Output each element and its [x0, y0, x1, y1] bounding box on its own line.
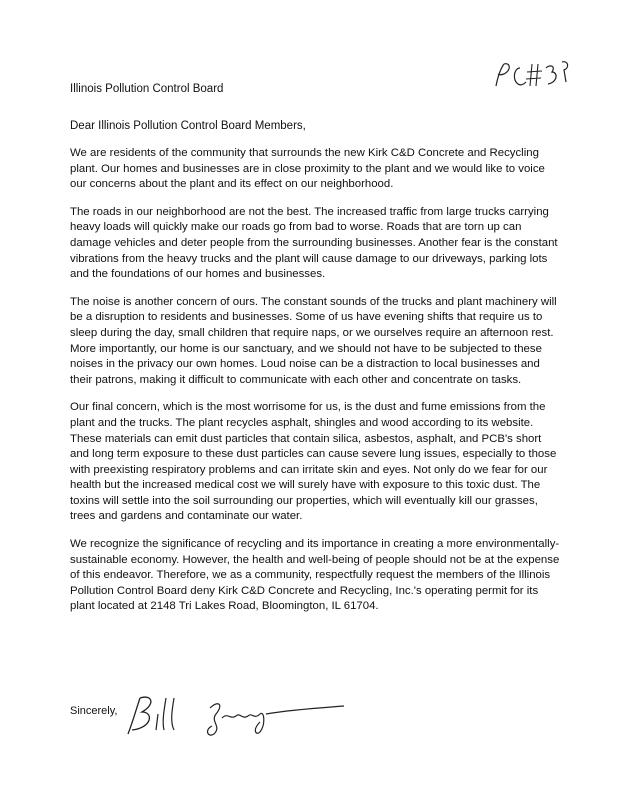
paragraph-roads: The roads in our neighborhood are not the best. The increased traffic from large trucks carrying heavy loads will quickly make our roads go from bad to worse. Roads that are torn up can damage vehicles and deter people from the surrounding businesses. Another fear is the constant vibrations from the heavy trucks and the plant will cause damage to our driveways, parking lots and the foundations of our homes and businesses.	[70, 205, 558, 281]
paragraph-request: We recognize the significance of recycling and its importance in creating a more environmentally-sustainable economy. However, the health and well-being of people should not be at the expense of this endeavor. Therefore, we as a community, respectfully request the members of the Illinois Pollution Control Board deny Kirk C&D Concrete and Recycling, Inc.'s operating permit for its plant located at 2148 Tri Lakes Road, Bloomington, IL 61704.	[70, 538, 560, 613]
addressee: Illinois Pollution Control Board	[70, 83, 224, 95]
paragraph-dust: Our final concern, which is the most worrisome for us, is the dust and fume emissions from the plant and the trucks. The plant recycles asphalt, shingles and wood according to its website. These materials can emit dust particles that contain silica, asbestos, asphalt, and PCB's short and long term exposure to these dust particles can cause severe lung issues, especially to those with preexisting respiratory problems and can irritate skin and eyes. Not only do we fear for our health but the increased medical cost we will surely have with exposure to this toxic dust. The toxins will settle into the soil surrounding our properties, which will eventually kill our grasses, trees and gardens and contaminate our water.	[70, 401, 557, 523]
letter-body	[70, 146, 560, 627]
closing: Sincerely,	[70, 705, 118, 717]
handwritten-signature	[118, 690, 348, 740]
paragraph-noise: The noise is another concern of ours. The constant sounds of the trucks and plant machinery will be a disruption to residents and businesses. Some of us have evening shifts that require us to sleep during the day, small children that require naps, or we ourselves require an afternoon rest. More importantly, our home is our sanctuary, and we should not have to be subjected to these noises in the privacy our own homes. Loud noise can be a distraction to local businesses and their patrons, making it difficult to communicate with each other and concentrate on tasks.	[70, 295, 557, 386]
paragraph-residents: We are residents of the community that surrounds the new Kirk C&D Concrete and Recycling plant. Our homes and businesses are in close proximity to the plant and we would like to voice our concerns about the plant and its effect on our neighborhood.	[70, 147, 545, 191]
salutation: Dear Illinois Pollution Control Board Members,	[70, 120, 306, 132]
handwritten-exhibit-note	[492, 58, 572, 98]
